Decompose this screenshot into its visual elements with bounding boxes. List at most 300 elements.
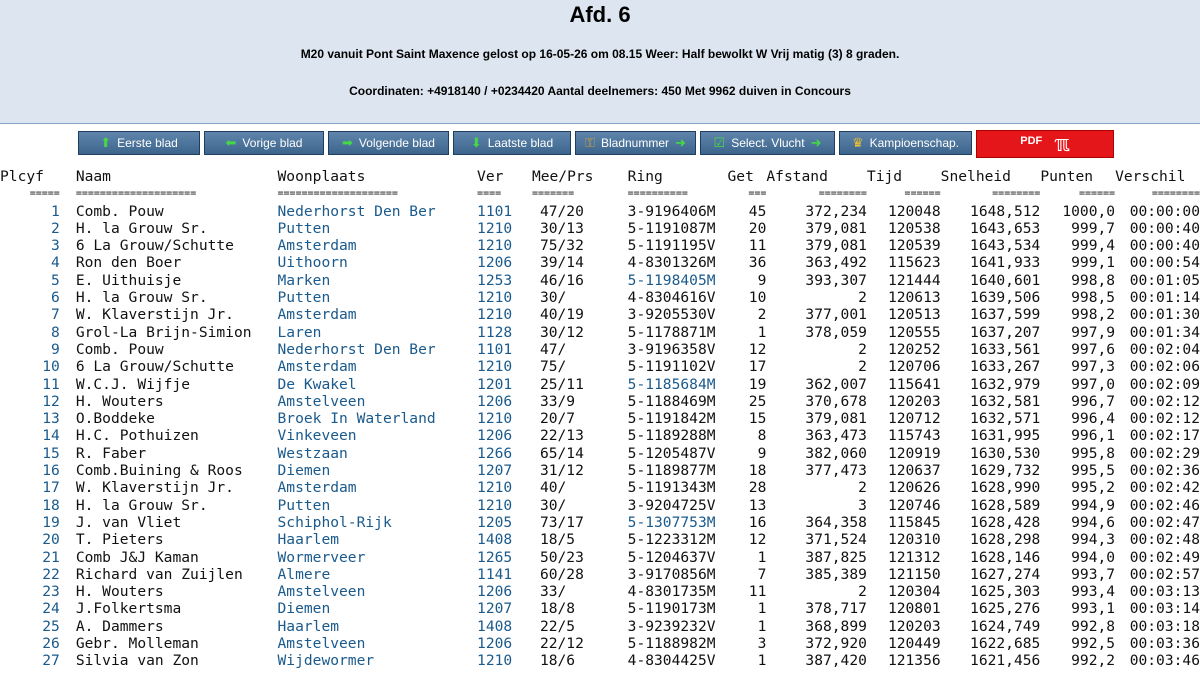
- row-mee-prs: 31/12: [539, 462, 584, 480]
- table-row: [0, 272, 1200, 289]
- row-vereniging-link[interactable]: 1210: [477, 479, 513, 497]
- row-snelheid: 1621,456: [970, 652, 1041, 670]
- row-tijd: 121356: [887, 652, 941, 670]
- flight-info: M20 vanuit Pont Saint Maxence gelost op 16-05-26 om 08.15 Weer: Half bewolkt W Vrij matig (3) 8 graden.: [300, 47, 900, 61]
- arrow-up-icon: ⬆: [100, 135, 112, 150]
- row-place[interactable]: 18: [42, 496, 60, 514]
- row-snelheid: 1628,990: [970, 479, 1041, 497]
- row-residence-link[interactable]: Laren: [277, 323, 322, 341]
- row-ring: 4-8301326M: [627, 254, 716, 272]
- row-verschil: 00:02:47: [1129, 513, 1200, 531]
- row-place[interactable]: 24: [42, 600, 60, 618]
- row-place[interactable]: 23: [42, 583, 60, 601]
- row-snelheid: 1632,571: [970, 410, 1041, 428]
- row-verschil: 00:03:46: [1129, 652, 1200, 670]
- row-ring: 5-1205487V: [627, 444, 716, 462]
- row-vereniging-link[interactable]: 1206: [477, 635, 513, 653]
- row-tijd: 115623: [887, 254, 941, 272]
- row-get: 25: [748, 392, 767, 410]
- row-tijd: 120310: [887, 531, 941, 549]
- row-afstand: 2: [858, 340, 867, 358]
- row-tijd: 120712: [887, 410, 941, 428]
- championship-label: Kampioenschap.: [869, 136, 960, 150]
- table-separator-row: [0, 185, 1200, 202]
- row-snelheid: 1622,685: [970, 635, 1041, 653]
- row-residence-link[interactable]: Wormerveer: [277, 548, 366, 566]
- row-vereniging-link[interactable]: 1206: [477, 254, 513, 272]
- row-punten: 999,7: [1071, 219, 1116, 237]
- page-number-button[interactable]: [575, 131, 696, 155]
- next-page-button[interactable]: [328, 131, 449, 155]
- row-punten: 992,5: [1071, 635, 1116, 653]
- row-ring: 3-9196406M: [627, 202, 716, 220]
- row-ring[interactable]: 5-1198405M: [627, 271, 716, 289]
- row-place[interactable]: 26: [42, 635, 60, 653]
- row-ring: 5-1189877M: [627, 462, 716, 480]
- table-row: [0, 635, 1200, 652]
- row-punten: 996,4: [1071, 410, 1116, 428]
- row-residence-link[interactable]: Diemen: [277, 600, 331, 618]
- row-vereniging-link[interactable]: 1206: [477, 583, 513, 601]
- col-tijd[interactable]: Tijd: [866, 168, 903, 185]
- row-punten: 999,1: [1071, 254, 1116, 272]
- table-row: [0, 306, 1200, 323]
- row-name: H. la Grouw Sr.: [75, 219, 208, 237]
- col-plcyf[interactable]: Plcyf: [0, 168, 44, 185]
- row-place[interactable]: 6: [51, 289, 60, 307]
- row-tijd: 115845: [887, 513, 941, 531]
- row-vereniging-link[interactable]: 1210: [477, 410, 513, 428]
- row-name: Silvia van Zon: [75, 652, 199, 670]
- row-residence-link[interactable]: Broek In Waterland: [277, 410, 436, 428]
- row-tijd: 120637: [887, 462, 941, 480]
- row-residence-link[interactable]: Amstelveen: [277, 583, 366, 601]
- row-residence-link[interactable]: Uithoorn: [277, 254, 348, 272]
- row-get: 13: [748, 496, 767, 514]
- row-vereniging-link[interactable]: 1253: [477, 271, 513, 289]
- row-residence-link[interactable]: De Kwakel: [277, 375, 357, 393]
- row-place[interactable]: 9: [51, 340, 60, 358]
- row-tijd: 121312: [887, 548, 941, 566]
- row-tijd: 115641: [887, 375, 941, 393]
- row-punten: 994,3: [1071, 531, 1116, 549]
- row-residence-link[interactable]: Schiphol-Rijk: [277, 513, 392, 531]
- row-mee-prs: 60/28: [539, 565, 584, 583]
- row-snelheid: 1632,979: [970, 375, 1041, 393]
- row-tijd: 120919: [887, 444, 941, 462]
- row-punten: 996,7: [1071, 392, 1116, 410]
- row-name: Comb. Pouw: [75, 340, 164, 358]
- row-tijd: 120539: [887, 237, 941, 255]
- row-place[interactable]: 22: [42, 565, 60, 583]
- row-vereniging-link[interactable]: 1265: [477, 548, 513, 566]
- table-row: [0, 497, 1200, 514]
- col-woonplaats[interactable]: Woonplaats: [277, 168, 366, 185]
- row-vereniging-link[interactable]: 1210: [477, 219, 513, 237]
- row-place[interactable]: 15: [42, 444, 60, 462]
- row-vereniging-link[interactable]: 1128: [477, 323, 513, 341]
- row-vereniging-link[interactable]: 1206: [477, 427, 513, 445]
- row-place[interactable]: 20: [42, 531, 60, 549]
- row-mee-prs: 18/5: [539, 531, 576, 549]
- row-place[interactable]: 4: [51, 254, 60, 272]
- row-place[interactable]: 21: [42, 548, 60, 566]
- row-verschil: 00:02:06: [1129, 358, 1200, 376]
- row-punten: 997,6: [1071, 340, 1116, 358]
- row-punten: 995,8: [1071, 444, 1116, 462]
- row-verschil: 00:02:04: [1129, 340, 1200, 358]
- row-name: O.Boddeke: [75, 410, 155, 428]
- row-mee-prs: 18/8: [539, 600, 576, 618]
- pdf-label: PDF: [1020, 135, 1043, 147]
- row-afstand: 379,081: [805, 410, 867, 428]
- row-afstand: 363,492: [805, 254, 867, 272]
- row-tijd: 120555: [887, 323, 941, 341]
- row-mee-prs: 18/6: [539, 652, 576, 670]
- row-residence-link[interactable]: Amsterdam: [277, 306, 357, 324]
- table-header-row: [0, 168, 1200, 185]
- results-body: [0, 203, 1200, 670]
- row-tijd: 120513: [887, 306, 941, 324]
- row-mee-prs: 50/23: [539, 548, 584, 566]
- previous-page-button[interactable]: [204, 131, 324, 155]
- pdf-button[interactable]: [976, 130, 1114, 158]
- col-ring[interactable]: Ring: [627, 168, 663, 185]
- row-place[interactable]: 19: [42, 513, 60, 531]
- row-ring: 4-8304425V: [627, 652, 716, 670]
- row-vereniging-link[interactable]: 1408: [477, 531, 513, 549]
- row-place[interactable]: 14: [42, 427, 60, 445]
- row-name: J. van Vliet: [75, 513, 182, 531]
- row-name: H. la Grouw Sr.: [75, 289, 208, 307]
- sep-ring: ==========: [627, 188, 688, 200]
- row-snelheid: 1624,749: [970, 617, 1041, 635]
- row-residence-link[interactable]: Putten: [277, 289, 331, 307]
- row-mee-prs: 20/7: [539, 410, 576, 428]
- row-vereniging-link[interactable]: 1210: [477, 358, 513, 376]
- row-tijd: 120449: [887, 635, 941, 653]
- col-ver[interactable]: Ver: [477, 168, 504, 185]
- row-place[interactable]: 7: [51, 306, 60, 324]
- row-mee-prs: 22/12: [539, 635, 584, 653]
- row-vereniging-link[interactable]: 1205: [477, 513, 513, 531]
- page-number-label: Bladnummer: [600, 136, 670, 150]
- row-verschil: 00:03:13: [1129, 583, 1200, 601]
- row-get: 1: [757, 323, 767, 341]
- row-place[interactable]: 5: [51, 271, 60, 289]
- row-get: 19: [748, 375, 767, 393]
- row-vereniging-link[interactable]: 1210: [477, 496, 513, 514]
- previous-page-label: Vorige blad: [242, 136, 303, 150]
- row-get: 12: [748, 340, 767, 358]
- row-mee-prs: 39/14: [539, 254, 584, 272]
- row-name: H. la Grouw Sr.: [75, 496, 208, 514]
- row-get: 11: [748, 237, 767, 255]
- row-snelheid: 1633,561: [970, 340, 1041, 358]
- row-ring: 5-1189288M: [627, 427, 716, 445]
- table-row: [0, 600, 1200, 617]
- col-meeprs[interactable]: Mee/Prs: [531, 168, 594, 185]
- row-get: 2: [757, 306, 767, 324]
- table-row: [0, 341, 1200, 358]
- row-name: H. Wouters: [75, 583, 164, 601]
- row-punten: 993,1: [1071, 600, 1116, 618]
- select-flight-button[interactable]: [700, 131, 835, 155]
- row-tijd: 121444: [887, 271, 941, 289]
- table-row: [0, 324, 1200, 341]
- row-vereniging-link[interactable]: 1210: [477, 289, 513, 307]
- championship-button[interactable]: [839, 131, 972, 155]
- row-mee-prs: 40/: [539, 479, 567, 497]
- row-residence-link[interactable]: Haarlem: [277, 617, 340, 635]
- table-row: [0, 376, 1200, 393]
- row-snelheid: 1629,732: [970, 462, 1041, 480]
- arrow-down-icon: ⬇: [470, 135, 482, 150]
- col-snelheid[interactable]: Snelheid: [940, 168, 1011, 185]
- row-residence-link[interactable]: Putten: [277, 219, 331, 237]
- row-vereniging-link[interactable]: 1206: [477, 392, 513, 410]
- row-snelheid: 1639,506: [970, 289, 1041, 307]
- row-residence-link[interactable]: Marken: [277, 271, 331, 289]
- table-row: [0, 462, 1200, 479]
- row-vereniging-link[interactable]: 1266: [477, 444, 513, 462]
- row-residence-link[interactable]: Wijdewormer: [277, 652, 375, 670]
- row-afstand: 378,717: [805, 600, 867, 618]
- row-residence-link[interactable]: Haarlem: [277, 531, 340, 549]
- row-snelheid: 1630,530: [970, 444, 1041, 462]
- col-afstand[interactable]: Afstand: [766, 168, 828, 185]
- row-ring[interactable]: 5-1307753M: [627, 513, 716, 531]
- row-place[interactable]: 10: [42, 358, 60, 376]
- row-tijd: 115743: [887, 427, 941, 445]
- row-afstand: 2: [858, 289, 867, 307]
- row-verschil: 00:02:29: [1129, 444, 1200, 462]
- row-afstand: 3: [858, 496, 867, 514]
- row-residence-link[interactable]: Nederhorst Den Ber: [277, 202, 436, 220]
- row-name: Comb J&J Kaman: [75, 548, 199, 566]
- row-mee-prs: 25/11: [539, 375, 584, 393]
- row-ring: 4-8301735M: [627, 583, 716, 601]
- row-mee-prs: 33/9: [539, 392, 576, 410]
- col-naam[interactable]: Naam: [75, 168, 111, 185]
- row-snelheid: 1637,599: [970, 306, 1041, 324]
- sep-punten: ======: [1078, 188, 1116, 200]
- row-residence-link[interactable]: Diemen: [277, 462, 331, 480]
- row-mee-prs: 75/32: [539, 237, 584, 255]
- row-residence-link[interactable]: Amsterdam: [277, 237, 357, 255]
- table-row: [0, 254, 1200, 271]
- row-ring: 5-1178871M: [627, 323, 716, 341]
- row-name: H.C. Pothuizen: [75, 427, 199, 445]
- row-snelheid: 1625,276: [970, 600, 1041, 618]
- row-place[interactable]: 25: [42, 617, 60, 635]
- sep-naam: ====================: [75, 188, 197, 200]
- row-mee-prs: 47/20: [539, 202, 584, 220]
- first-page-label: Eerste blad: [117, 136, 178, 150]
- row-mee-prs: 65/14: [539, 444, 584, 462]
- row-verschil: 00:01:30: [1129, 306, 1200, 324]
- table-row: [0, 445, 1200, 462]
- row-place[interactable]: 2: [51, 219, 60, 237]
- row-residence-link[interactable]: Amstelveen: [277, 392, 366, 410]
- row-name: T. Pieters: [75, 531, 164, 549]
- row-residence-link[interactable]: Putten: [277, 496, 331, 514]
- row-place[interactable]: 11: [42, 375, 60, 393]
- row-tijd: 120626: [887, 479, 941, 497]
- row-mee-prs: 22/5: [539, 617, 576, 635]
- row-mee-prs: 75/: [539, 358, 567, 376]
- row-place[interactable]: 12: [42, 392, 60, 410]
- row-name: Ron den Boer: [75, 254, 182, 272]
- page-header: [0, 0, 1200, 124]
- row-ring: 5-1191842M: [627, 410, 716, 428]
- row-snelheid: 1643,653: [970, 219, 1041, 237]
- row-ring[interactable]: 5-1185684M: [627, 375, 716, 393]
- row-vereniging-link[interactable]: 1207: [477, 600, 513, 618]
- row-mee-prs: 47/: [539, 340, 567, 358]
- row-verschil: 00:00:00: [1129, 202, 1200, 220]
- pdf-icon: ℼ: [1054, 131, 1070, 156]
- row-tijd: 120613: [887, 289, 941, 307]
- row-ring: 5-1191087M: [627, 219, 716, 237]
- row-place[interactable]: 8: [51, 323, 60, 341]
- row-punten: 995,5: [1071, 462, 1116, 480]
- row-verschil: 00:02:49: [1129, 548, 1200, 566]
- row-place[interactable]: 1: [51, 202, 60, 220]
- row-vereniging-link[interactable]: 1141: [477, 565, 513, 583]
- row-place[interactable]: 27: [42, 652, 60, 670]
- row-tijd: 120538: [887, 219, 941, 237]
- row-mee-prs: 30/12: [539, 323, 584, 341]
- row-verschil: 00:03:18: [1129, 617, 1200, 635]
- row-residence-link[interactable]: Amsterdam: [277, 358, 357, 376]
- row-residence-link[interactable]: Almere: [277, 565, 331, 583]
- row-verschil: 00:02:48: [1129, 531, 1200, 549]
- row-verschil: 00:02:12: [1129, 392, 1200, 410]
- row-ring: 5-1191102V: [627, 358, 716, 376]
- row-verschil: 00:00:54: [1129, 254, 1200, 272]
- chevron-right-icon: ➜: [810, 135, 822, 150]
- row-verschil: 00:01:05: [1129, 271, 1200, 289]
- navigation-bar: [78, 131, 1114, 157]
- row-name: Richard van Zuijlen: [75, 565, 243, 583]
- row-punten: 997,3: [1071, 358, 1116, 376]
- row-residence-link[interactable]: Amsterdam: [277, 479, 357, 497]
- row-place[interactable]: 13: [42, 410, 60, 428]
- row-tijd: 120203: [887, 617, 941, 635]
- row-afstand: 370,678: [805, 392, 867, 410]
- row-mee-prs: 22/13: [539, 427, 584, 445]
- row-get: 1: [757, 600, 767, 618]
- row-ring: 3-9204725V: [627, 496, 716, 514]
- row-punten: 996,1: [1071, 427, 1116, 445]
- row-verschil: 00:02:36: [1129, 462, 1200, 480]
- key-icon: ⚿: [585, 135, 595, 150]
- row-afstand: 377,001: [805, 306, 867, 324]
- sep-woonplaats: ====================: [277, 188, 398, 200]
- row-afstand: 378,059: [805, 323, 867, 341]
- col-punten[interactable]: Punten: [1040, 168, 1094, 185]
- col-get[interactable]: Get: [727, 168, 754, 185]
- row-residence-link[interactable]: Vinkeveen: [277, 427, 357, 445]
- row-get: 45: [748, 202, 767, 220]
- row-name: Comb. Pouw: [75, 202, 164, 220]
- row-ring: 3-9205530V: [627, 306, 716, 324]
- row-punten: 995,2: [1071, 479, 1116, 497]
- row-name: Comb.Buining & Roos: [75, 462, 243, 480]
- row-verschil: 00:03:14: [1129, 600, 1200, 618]
- row-tijd: 120048: [887, 202, 941, 220]
- row-residence-link[interactable]: Nederhorst Den Ber: [277, 340, 436, 358]
- row-verschil: 00:02:12: [1129, 410, 1200, 428]
- row-afstand: 368,899: [805, 617, 867, 635]
- row-name: W. Klaverstijn Jr.: [75, 306, 234, 324]
- row-get: 1: [757, 652, 767, 670]
- last-page-button[interactable]: [453, 131, 571, 155]
- table-row: [0, 237, 1200, 254]
- row-afstand: 372,920: [805, 635, 867, 653]
- row-place[interactable]: 3: [51, 237, 60, 255]
- row-snelheid: 1633,267: [970, 358, 1041, 376]
- table-row: [0, 514, 1200, 531]
- row-get: 9: [757, 444, 767, 462]
- page-title: Afd. 6: [569, 2, 631, 27]
- row-mee-prs: 30/: [539, 496, 567, 514]
- row-name: R. Faber: [75, 444, 147, 462]
- sep-ver: ====: [477, 188, 502, 200]
- row-ring: 5-1204637V: [627, 548, 716, 566]
- table-row: [0, 531, 1200, 548]
- row-vereniging-link[interactable]: 1207: [477, 462, 513, 480]
- row-snelheid: 1640,601: [970, 271, 1041, 289]
- row-residence-link[interactable]: Westzaan: [277, 444, 348, 462]
- row-vereniging-link[interactable]: 1210: [477, 652, 513, 670]
- row-punten: 992,2: [1071, 652, 1116, 670]
- row-get: 1: [757, 548, 767, 566]
- row-vereniging-link[interactable]: 1210: [477, 237, 513, 255]
- row-place[interactable]: 16: [42, 462, 60, 480]
- row-ring: 5-1223312M: [627, 531, 716, 549]
- row-vereniging-link[interactable]: 1210: [477, 306, 513, 324]
- sep-verschil: ========: [1151, 188, 1200, 200]
- row-place[interactable]: 17: [42, 479, 60, 497]
- table-row: [0, 393, 1200, 410]
- row-vereniging-link[interactable]: 1408: [477, 617, 513, 635]
- row-name: W. Klaverstijn Jr.: [75, 479, 234, 497]
- row-tijd: 120801: [887, 600, 941, 618]
- row-get: 20: [748, 219, 767, 237]
- row-afstand: 393,307: [805, 271, 867, 289]
- col-verschil[interactable]: Verschil: [1115, 168, 1186, 185]
- first-page-button[interactable]: [78, 131, 200, 155]
- row-snelheid: 1628,298: [970, 531, 1041, 549]
- row-get: 10: [748, 289, 767, 307]
- row-get: 7: [757, 565, 767, 583]
- row-punten: 997,0: [1071, 375, 1116, 393]
- row-vereniging-link[interactable]: 1201: [477, 375, 513, 393]
- table-row: [0, 358, 1200, 375]
- row-residence-link[interactable]: Amstelveen: [277, 635, 366, 653]
- row-name: Gebr. Molleman: [75, 635, 199, 653]
- row-afstand: 377,473: [805, 462, 867, 480]
- row-punten: 998,5: [1071, 289, 1116, 307]
- row-verschil: 00:00:40: [1129, 219, 1200, 237]
- row-name: E. Uithuisje: [75, 271, 182, 289]
- row-vereniging-link[interactable]: 1101: [477, 202, 513, 220]
- row-mee-prs: 30/13: [539, 219, 584, 237]
- row-vereniging-link[interactable]: 1101: [477, 340, 513, 358]
- row-verschil: 00:02:09: [1129, 375, 1200, 393]
